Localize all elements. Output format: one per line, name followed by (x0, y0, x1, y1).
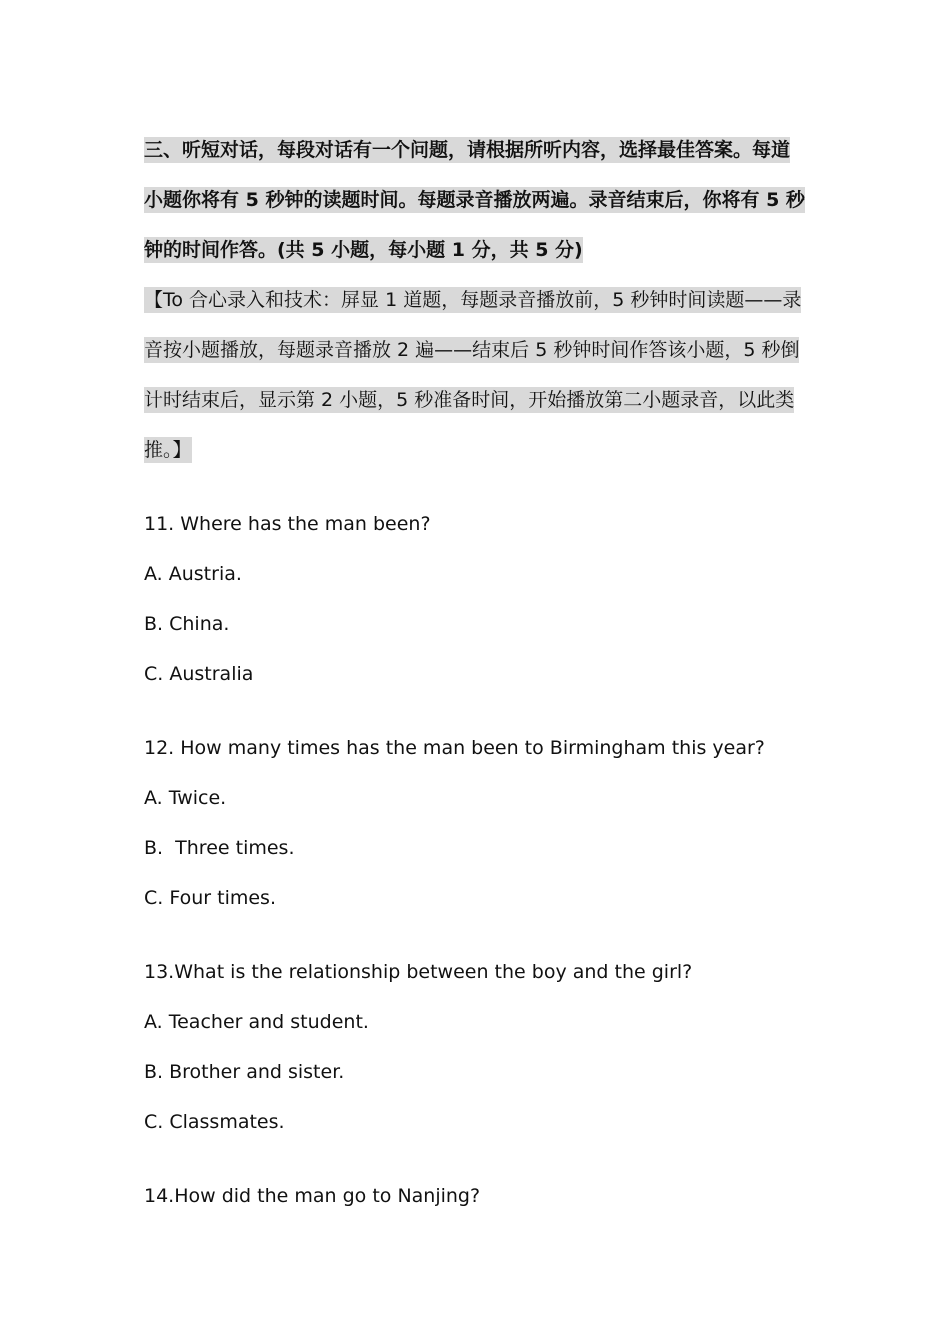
question-13-option-a: A. Teacher and student. (144, 1011, 369, 1033)
question-12-option-c: C. Four times. (144, 887, 276, 909)
question-11-option-c: C. Australia (144, 663, 254, 685)
section-header-line-2: 小题你将有 5 秒钟的读题时间。每题录音播放两遍。录音结束后，你将有 5 秒 (144, 189, 805, 211)
question-11-option-b: B. China. (144, 613, 230, 635)
question-12-option-b: B. Three times. (144, 837, 295, 859)
tech-note-line-1: 【To 合心录入和技术：屏显 1 道题，每题录音播放前，5 秒钟时间读题——录 (144, 289, 802, 311)
question-13: 13.What is the relationship between the boy and the girl? (144, 961, 693, 983)
tech-note-line-4: 推。】 (144, 439, 192, 461)
tech-note-line-2: 音按小题播放，每题录音播放 2 遍——结束后 5 秒钟时间作答该小题，5 秒倒 (144, 339, 800, 361)
question-12: 12. How many times has the man been to Birmingham this year? (144, 737, 765, 759)
question-12-option-a: A. Twice. (144, 787, 227, 809)
section-header-line-3: 钟的时间作答。(共 5 小题，每小题 1 分，共 5 分) (144, 239, 583, 261)
question-13-option-c: C. Classmates. (144, 1111, 285, 1133)
tech-note-line-3: 计时结束后，显示第 2 小题，5 秒准备时间，开始播放第二小题录音，以此类 (144, 389, 795, 411)
question-13-option-b: B. Brother and sister. (144, 1061, 345, 1083)
question-14: 14.How did the man go to Nanjing? (144, 1185, 481, 1207)
question-11: 11. Where has the man been? (144, 513, 431, 535)
section-header-line-1: 三、听短对话，每段对话有一个问题，请根据所听内容，选择最佳答案。每道 (144, 139, 791, 161)
question-11-option-a: A. Austria. (144, 563, 242, 585)
